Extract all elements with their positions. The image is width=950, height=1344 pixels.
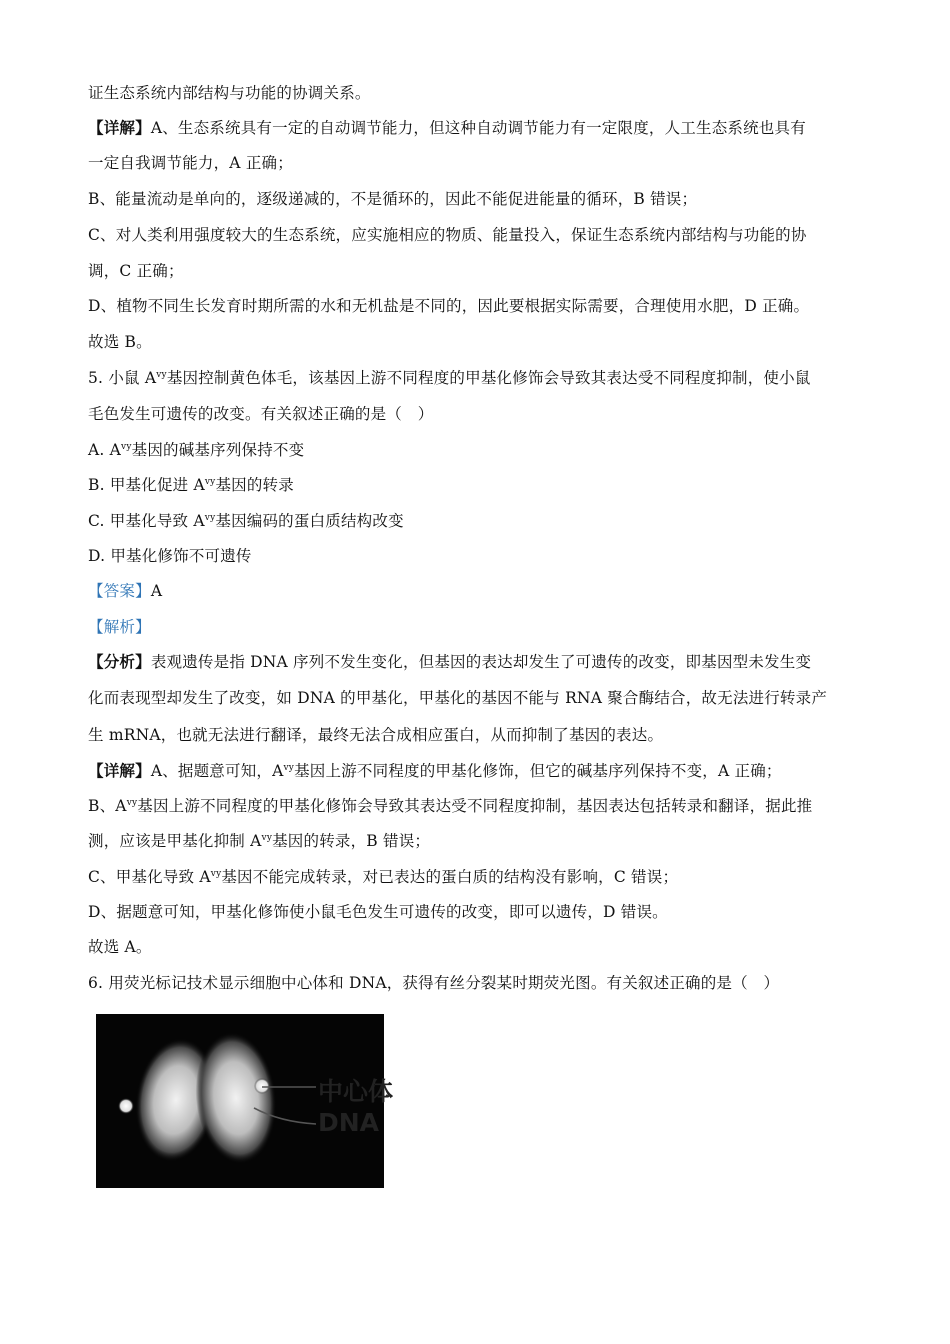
question-6-stem: 6. 用荧光标记技术显示细胞中心体和 DNA，获得有丝分裂某时期荧光图。有关叙述正确的是（ ）: [88, 974, 780, 992]
text-line: 证生态系统内部结构与功能的协调关系。: [88, 84, 371, 102]
centrosome-label: 中心体: [318, 1077, 394, 1106]
text-line: 【详解】A、据题意可知，$A^{vy}$基因上游不同程度的甲基化修饰，但它的碱基序列保持不变，A 正确；: [88, 761, 782, 780]
text-line: 故选 A。: [88, 938, 152, 956]
text-line: 生 mRNA，也就无法进行翻译，最终无法合成相应蛋白，从而抑制了基因的表达。: [88, 726, 664, 744]
text-line: [88, 118, 806, 138]
answer-tag: 【答案】: [88, 582, 151, 600]
text-line: 【分析】表观遗传是指 DNA 序列不发生变化，但基因的表达却发生了可遗传的改变，即基因型未发生变: [88, 652, 812, 671]
label-leader-lines: [250, 1070, 320, 1130]
detail-text: A、生态系统具有一定的自动调节能力，但这种自动调节能力有一定限度，人工生态系统也具有: [150, 119, 806, 137]
answer-value: A: [150, 582, 163, 600]
question-5-stem: 5. 小鼠 $A^{vy}$基因控制黄色体毛，该基因上游不同程度的甲基化修饰会导致其表达受不同程度抑制，使小鼠: [88, 369, 811, 387]
text-line: 化而表现型却发生了改变，如 DNA 的甲基化，甲基化的基因不能与 RNA 聚合酶结合，故无法进行转录产: [88, 689, 828, 707]
analysis-tag: 【解析】: [88, 618, 151, 636]
answer-line: [88, 581, 162, 601]
text-line: 测，应该是甲基化抑制 $A^{vy}$基因的转录，B 错误；: [88, 832, 431, 850]
option-d: D. 甲基化修饰不可遗传: [88, 547, 252, 565]
analysis-sub-tag: 【分析】: [88, 652, 151, 671]
text-line: B、能量流动是单向的，逐级递减的，不是循环的，因此不能促进能量的循环，B 错误；: [88, 190, 698, 208]
text-line: 调，C 正确；: [88, 262, 184, 280]
detail-tag: 【详解】: [88, 761, 151, 780]
text-line: B、$A^{vy}$基因上游不同程度的甲基化修饰会导致其表达受不同程度抑制，基因表达包括转录和翻译，据此推: [88, 797, 813, 815]
centrosome-left: [118, 1098, 134, 1114]
text-line: C、甲基化导致 $A^{vy}$基因不能完成转录，对已表达的蛋白质的结构没有影响，C 错误；: [88, 868, 679, 886]
text-line: 一定自我调节能力，A 正确；: [88, 154, 293, 172]
option-a: A. $A^{vy}$基因的碱基序列保持不变: [88, 441, 305, 459]
text-line: D、据题意可知，甲基化修饰使小鼠毛色发生可遗传的改变，即可以遗传，D 错误。: [88, 903, 668, 921]
option-b: B. 甲基化促进 $A^{vy}$基因的转录: [88, 476, 294, 494]
text-line: 故选 B。: [88, 333, 152, 351]
text-line: D、植物不同生长发育时期所需的水和无机盐是不同的，因此要根据实际需要，合理使用水肥，D 正确。: [88, 297, 810, 315]
dna-label: DNA: [318, 1108, 380, 1137]
question-5-stem-cont: 毛色发生可遗传的改变。有关叙述正确的是（ ）: [88, 405, 434, 423]
detail-tag: 【详解】: [88, 118, 151, 137]
option-c: C. 甲基化导致 $A^{vy}$基因编码的蛋白质结构改变: [88, 512, 404, 530]
text-line: C、对人类利用强度较大的生态系统，应实施相应的物质、能量投入，保证生态系统内部结构与功能的协: [88, 226, 807, 244]
